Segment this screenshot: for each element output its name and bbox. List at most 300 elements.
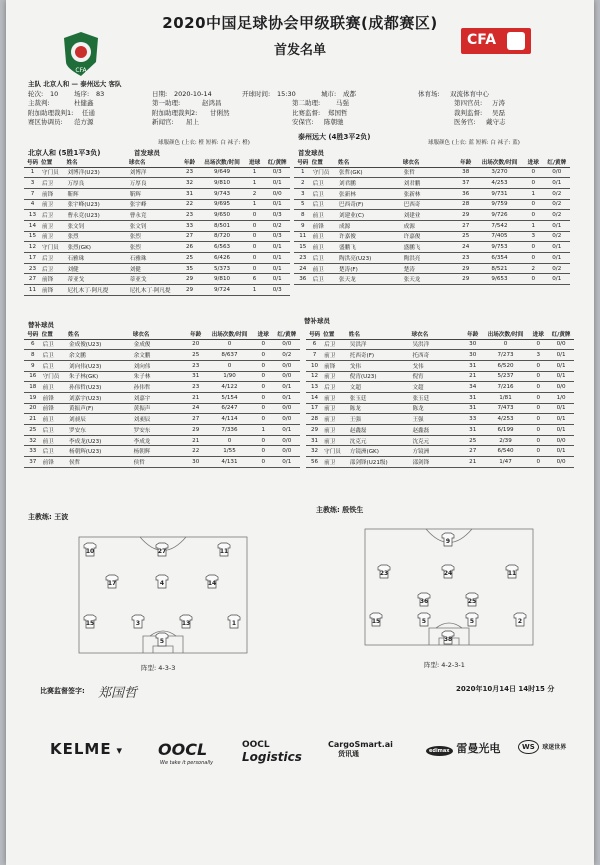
- away-coach: 主教练: 殷铁生: [316, 506, 364, 514]
- table-cell: 0/1: [544, 178, 570, 189]
- player-shirt-icon: [466, 593, 478, 606]
- table-cell: 22: [185, 446, 206, 457]
- table-row: [24, 253, 290, 264]
- table-cell: 赵鑫磊: [411, 425, 462, 436]
- table-row: [24, 446, 300, 457]
- table-row: [306, 371, 574, 382]
- table-cell: 石雅珠: [66, 253, 128, 264]
- table-cell: 前卫: [323, 392, 349, 403]
- table-cell: 前锋: [323, 360, 349, 371]
- table-header-row: [24, 158, 290, 167]
- table-cell: 杨朝辉(U23): [68, 446, 133, 457]
- shirt-number: 17: [107, 580, 117, 587]
- table-cell: 21: [463, 371, 483, 382]
- table-cell: 前卫: [312, 210, 338, 221]
- table-cell: 0/2: [544, 199, 570, 210]
- table-cell: 0/0: [548, 382, 574, 393]
- table-header-row: [24, 330, 300, 339]
- table-cell: 0/1: [264, 199, 290, 210]
- table-cell: 4/122: [206, 382, 253, 393]
- table-cell: 后卫: [41, 263, 66, 274]
- table-row: [294, 188, 570, 199]
- table-cell: 25: [180, 253, 200, 264]
- table-cell: 刘向伟(U23): [68, 360, 133, 371]
- table-cell: 刘健: [129, 263, 180, 274]
- table-cell: 李成龙(U23): [68, 435, 133, 446]
- table-row: [24, 435, 300, 446]
- table-cell: 侯哲: [133, 457, 186, 468]
- table-cell: 8/720: [199, 231, 244, 242]
- table-cell: 9/753: [476, 242, 523, 253]
- table-cell: 0: [245, 253, 265, 264]
- table-cell: 25: [24, 425, 42, 436]
- table-cell: 0/1: [548, 446, 574, 457]
- table-cell: 9/759: [476, 199, 523, 210]
- table-cell: 32: [180, 178, 200, 189]
- table-row: [294, 253, 570, 264]
- table-cell: 靳辉: [66, 188, 128, 199]
- table-cell: 前卫: [323, 414, 349, 425]
- table-cell: 盛鹏飞: [403, 242, 456, 253]
- oocl-logo: OOCL: [158, 740, 208, 759]
- table-cell: 张文钊: [66, 220, 128, 231]
- table-row: [294, 167, 570, 178]
- column-header: 位置: [42, 330, 68, 339]
- table-cell: 守门员: [42, 371, 68, 382]
- table-cell: 0/0: [548, 435, 574, 446]
- table-cell: 0: [206, 360, 253, 371]
- table-cell: 0/1: [264, 263, 290, 274]
- table-cell: 23: [185, 382, 206, 393]
- table-cell: 0: [528, 392, 548, 403]
- table-cell: 0/1: [274, 392, 300, 403]
- table-cell: 前锋: [41, 274, 66, 285]
- table-cell: 0/1: [548, 360, 574, 371]
- table-cell: 0/3: [264, 210, 290, 221]
- table-cell: 7/216: [483, 382, 529, 393]
- table-cell: 5/154: [206, 392, 253, 403]
- table-row: [24, 231, 290, 242]
- column-header: 号码: [24, 330, 42, 339]
- table-cell: 0: [528, 435, 548, 446]
- kickoff-value: 15:30: [277, 89, 296, 98]
- table-cell: 尼扎木丁·阿凡提: [129, 285, 180, 296]
- table-cell: 36: [455, 188, 476, 199]
- table-cell: 29: [180, 274, 200, 285]
- table-row: [24, 167, 290, 178]
- column-header: 红/黄牌: [544, 158, 570, 167]
- shirt-number: 23: [379, 570, 389, 577]
- table-row: [24, 425, 300, 436]
- table-cell: 7/405: [476, 231, 523, 242]
- table-cell: 0: [245, 242, 265, 253]
- player-shirt-icon: [514, 613, 526, 626]
- table-cell: 7: [306, 350, 323, 361]
- ar2-value: 马强: [336, 99, 349, 108]
- table-cell: 前卫: [312, 242, 338, 253]
- city-value: 成都: [343, 89, 356, 98]
- table-cell: 0: [245, 231, 265, 242]
- table-row: [24, 242, 290, 253]
- table-cell: 0/1: [548, 403, 574, 414]
- table-cell: 后卫: [42, 360, 68, 371]
- column-header: 出场次数/时间: [476, 158, 523, 167]
- table-cell: 9: [294, 220, 312, 231]
- table-cell: 6: [24, 339, 42, 350]
- table-cell: 0: [528, 360, 548, 371]
- shirt-number: 10: [85, 548, 95, 555]
- ws-logo: WS 球迷世界: [518, 740, 566, 754]
- player-shirt-icon: [442, 565, 454, 578]
- table-cell: 1: [245, 167, 265, 178]
- page-title: 2020中国足球协会甲级联赛(成都赛区): [162, 14, 438, 32]
- table-cell: 20: [185, 339, 206, 350]
- table-cell: 后卫: [312, 178, 338, 189]
- table-row: [306, 382, 574, 393]
- table-cell: 0/2: [544, 263, 570, 274]
- table-cell: 罗安东: [68, 425, 133, 436]
- table-cell: 27: [180, 231, 200, 242]
- column-header: 号码: [24, 158, 41, 167]
- table-cell: 0/3: [264, 167, 290, 178]
- table-row: [306, 435, 574, 446]
- column-header: 红/黄牌: [274, 330, 300, 339]
- table-cell: 戈伟: [349, 360, 412, 371]
- table-cell: 0: [253, 457, 274, 468]
- table-cell: 0: [523, 199, 544, 210]
- table-cell: 0: [523, 178, 544, 189]
- table-cell: 0/1: [544, 242, 570, 253]
- table-cell: 0/0: [548, 339, 574, 350]
- table-cell: 0/1: [274, 457, 300, 468]
- sign-datetime: 2020年10月14日 14时15 分: [456, 685, 555, 693]
- table-cell: 12: [24, 242, 41, 253]
- table-cell: 23: [180, 167, 200, 178]
- table-cell: 0/1: [544, 220, 570, 231]
- table-cell: 赵鑫磊: [349, 425, 412, 436]
- table-row: [24, 403, 300, 414]
- table-cell: 25: [185, 350, 206, 361]
- table-cell: 万厚良: [129, 178, 180, 189]
- table-cell: 1/47: [483, 457, 529, 468]
- table-cell: 0: [523, 274, 544, 285]
- table-cell: 9/650: [199, 210, 244, 221]
- table-cell: 杨朝辉: [133, 446, 186, 457]
- table-cell: 前锋: [312, 220, 338, 231]
- table-cell: 29: [455, 263, 476, 274]
- table-cell: 22: [180, 199, 200, 210]
- table-cell: 刘嘉宇(U23): [68, 392, 133, 403]
- player-shirt-icon: [206, 575, 218, 588]
- table-cell: 金成俊(U23): [68, 339, 133, 350]
- table-cell: 30: [463, 339, 483, 350]
- table-cell: 0/1: [548, 425, 574, 436]
- table-cell: 1/55: [206, 446, 253, 457]
- table-cell: 黄振声: [133, 403, 186, 414]
- home-kit-colors: 球服颜色 (上衣: 橙 短裤: 白 袜子: 橙): [158, 140, 250, 146]
- table-cell: 21: [185, 435, 206, 446]
- table-cell: 31: [180, 188, 200, 199]
- table-cell: 0: [528, 457, 548, 468]
- table-cell: 李成龙: [133, 435, 186, 446]
- table-cell: 前卫: [312, 263, 338, 274]
- table-cell: 刘健: [66, 263, 128, 274]
- table-cell: 3/270: [476, 167, 523, 178]
- table-cell: 6/520: [483, 360, 529, 371]
- table-cell: 15: [24, 231, 41, 242]
- table-cell: 1: [245, 199, 265, 210]
- table-cell: 0: [245, 210, 265, 221]
- table-cell: 张玉廷: [349, 392, 412, 403]
- table-cell: 张新林: [338, 188, 403, 199]
- table-cell: 30: [463, 350, 483, 361]
- player-shirt-icon: [218, 543, 230, 556]
- table-cell: 曹永竞(U23): [66, 210, 128, 221]
- table-cell: 0/0: [274, 446, 300, 457]
- table-cell: 张烈(GK): [66, 242, 128, 253]
- table-cell: 前卫: [323, 425, 349, 436]
- table-cell: 刘博洋(U23): [66, 167, 128, 178]
- table-cell: 0/1: [264, 178, 290, 189]
- column-header: 姓名: [68, 330, 133, 339]
- referee-value: 杜健鑫: [74, 99, 94, 108]
- table-cell: 蒂亚戈: [129, 274, 180, 285]
- table-cell: 陶洪亮: [403, 253, 456, 264]
- column-header: 球衣名: [129, 158, 180, 167]
- table-cell: 6/354: [476, 253, 523, 264]
- table-cell: 24: [455, 242, 476, 253]
- column-header: 进球: [245, 158, 265, 167]
- table-row: [24, 188, 290, 199]
- table-cell: 守门员: [323, 446, 349, 457]
- table-cell: 0: [245, 220, 265, 231]
- away-kit-colors: 球服颜色 (上衣: 蓝 短裤: 白 袜子: 蓝): [428, 140, 520, 146]
- home-starters-title: 首发球员: [134, 149, 160, 157]
- table-cell: 张烈: [129, 242, 180, 253]
- table-cell: 0/1: [548, 414, 574, 425]
- table-cell: 前锋: [42, 403, 68, 414]
- table-cell: 31: [463, 392, 483, 403]
- column-header: 姓名: [66, 158, 128, 167]
- table-cell: 16: [24, 371, 42, 382]
- column-header: 号码: [306, 330, 323, 339]
- table-cell: 陈龙: [349, 403, 412, 414]
- table-cell: 1: [24, 167, 41, 178]
- table-cell: 张天龙: [403, 274, 456, 285]
- table-cell: 18: [24, 382, 42, 393]
- table-cell: 盛鹏飞: [338, 242, 403, 253]
- table-cell: 刘向伟: [133, 360, 186, 371]
- table-cell: 0/0: [274, 403, 300, 414]
- match-no-value: 83: [96, 89, 105, 98]
- player-shirt-icon: [442, 631, 454, 644]
- player-shirt-icon: [442, 533, 454, 546]
- table-cell: 0: [528, 403, 548, 414]
- table-row: [24, 382, 300, 393]
- player-shirt-icon: [228, 615, 240, 628]
- table-cell: 0: [528, 446, 548, 457]
- table-cell: 前卫: [42, 382, 68, 393]
- table-cell: 1/81: [483, 392, 529, 403]
- shirt-number: 1: [231, 620, 237, 627]
- table-cell: 35: [180, 263, 200, 274]
- table-cell: 刘博洋: [129, 167, 180, 178]
- table-cell: 27: [463, 446, 483, 457]
- table-cell: 21: [24, 414, 42, 425]
- table-cell: 倪宵: [411, 371, 462, 382]
- table-cell: 万厚良: [66, 178, 128, 189]
- table-cell: 31: [463, 360, 483, 371]
- table-cell: 0: [245, 263, 265, 274]
- table-cell: 0/0: [274, 435, 300, 446]
- match-info: 主队 北京人和 — 泰州远大 客队 轮次: 10 场序: 83 日期: 2020-10-14 开球时间: 15:30 城市: 成都 体育场: 双流体育中心 主裁判: 杜健鑫 第一助理: 赵鸿昌 第二助理: 马强 第四官员: 万涛 附加助理裁判1: 任通 附加助理裁判2: 甘俐然 比赛监督: 郑国哲 裁判监督: 吴磊 赛区协调员: 范方源 新闻官: 屈上 安保官: 陈朝驰 医务官: 戴守志: [28, 80, 578, 128]
- table-cell: 1: [253, 425, 274, 436]
- table-row: [306, 392, 574, 403]
- table-cell: 4: [24, 199, 41, 210]
- table-cell: 0/0: [274, 360, 300, 371]
- table-cell: 方镜洲(GK): [349, 446, 412, 457]
- table-cell: 0/2: [544, 188, 570, 199]
- home-team-label: 北京人和 (5胜1平3负): [28, 149, 101, 157]
- table-cell: 张哲(GK): [338, 167, 403, 178]
- away-formation-pitch: [364, 528, 534, 646]
- table-row: [294, 231, 570, 242]
- player-shirt-icon: [418, 613, 430, 626]
- shirt-number: 4: [159, 580, 165, 587]
- table-cell: 36: [294, 274, 312, 285]
- table-cell: 4/253: [483, 414, 529, 425]
- table-cell: 0/1: [264, 242, 290, 253]
- table-cell: 11: [294, 231, 312, 242]
- home-formation: 阵型: 4-3-3: [141, 664, 176, 672]
- table-cell: 29: [455, 210, 476, 221]
- table-cell: 0: [253, 414, 274, 425]
- table-cell: 后卫: [41, 178, 66, 189]
- table-cell: 后卫: [42, 339, 68, 350]
- table-cell: 倪宵(U23): [349, 371, 412, 382]
- table-row: [24, 210, 290, 221]
- shirt-number: 14: [207, 580, 217, 587]
- table-cell: 王强: [411, 414, 462, 425]
- table-cell: 7/273: [483, 350, 529, 361]
- table-cell: 0/3: [264, 231, 290, 242]
- table-row: [306, 457, 574, 468]
- table-cell: 许嘉俊: [403, 231, 456, 242]
- security-value: 陈朝驰: [324, 118, 344, 127]
- shirt-number: 25: [467, 598, 477, 605]
- column-header: 年龄: [180, 158, 200, 167]
- table-cell: 前卫: [41, 231, 66, 242]
- player-shirt-icon: [84, 615, 96, 628]
- column-header: 位置: [41, 158, 66, 167]
- table-cell: 29: [185, 425, 206, 436]
- table-cell: 0: [253, 435, 274, 446]
- table-cell: 30: [185, 457, 206, 468]
- table-cell: 1/0: [548, 392, 574, 403]
- table-cell: 37: [455, 178, 476, 189]
- table-cell: 27: [455, 220, 476, 231]
- table-cell: 前锋: [41, 285, 66, 296]
- column-header: 出场次数/时间: [206, 330, 253, 339]
- table-cell: 托西奇(F): [349, 350, 412, 361]
- fourth-official-value: 万涛: [492, 99, 505, 108]
- table-cell: 23: [185, 360, 206, 371]
- table-cell: 后卫: [312, 253, 338, 264]
- table-cell: 4/114: [206, 414, 253, 425]
- table-row: [24, 263, 290, 274]
- table-cell: 张天龙: [338, 274, 403, 285]
- table-cell: 28: [306, 414, 323, 425]
- table-cell: 9/726: [476, 210, 523, 221]
- shirt-number: 11: [219, 548, 229, 555]
- table-cell: 守门员: [41, 242, 66, 253]
- table-cell: 后卫: [312, 274, 338, 285]
- away-starters-title: 首发球员: [298, 149, 324, 157]
- table-cell: 0: [523, 167, 544, 178]
- table-cell: 0: [528, 414, 548, 425]
- cargosmart-logo: CargoSmart.ai 货讯通: [328, 740, 393, 758]
- table-cell: 0: [253, 360, 274, 371]
- table-cell: 9/653: [476, 274, 523, 285]
- media-value: 屈上: [186, 118, 199, 127]
- table-cell: 6: [245, 274, 265, 285]
- table-row: [306, 350, 574, 361]
- table-cell: 托西奇: [411, 350, 462, 361]
- table-cell: 6/199: [483, 425, 529, 436]
- table-cell: 0: [253, 403, 274, 414]
- table-cell: 9/743: [199, 188, 244, 199]
- shirt-number: 24: [443, 570, 453, 577]
- table-row: [306, 339, 574, 350]
- table-cell: 张玉廷: [411, 392, 462, 403]
- table-cell: 29: [455, 274, 476, 285]
- table-cell: 10: [306, 360, 323, 371]
- table-cell: 7: [24, 188, 41, 199]
- table-cell: 4/253: [476, 178, 523, 189]
- column-header: 位置: [323, 330, 349, 339]
- lineup-sheet: [6, 0, 594, 865]
- table-cell: 前卫: [42, 414, 68, 425]
- table-row: [24, 360, 300, 371]
- table-cell: 27: [24, 274, 41, 285]
- table-cell: 7/542: [476, 220, 523, 231]
- shirt-number: 5: [159, 638, 165, 645]
- table-cell: 刘君鹏: [403, 178, 456, 189]
- table-cell: 孙伟哲: [133, 382, 186, 393]
- player-shirt-icon: [132, 615, 144, 628]
- table-cell: 0/1: [544, 274, 570, 285]
- table-cell: 8: [24, 350, 42, 361]
- table-cell: 后卫: [42, 350, 68, 361]
- table-cell: 14: [24, 220, 41, 231]
- table-cell: 23: [24, 263, 41, 274]
- table-cell: 石雅珠: [129, 253, 180, 264]
- table-cell: 9/724: [199, 285, 244, 296]
- table-cell: 黄振声(F): [68, 403, 133, 414]
- table-cell: 33: [180, 220, 200, 231]
- table-cell: 17: [24, 253, 41, 264]
- table-cell: 前卫: [323, 371, 349, 382]
- table-cell: 31: [185, 371, 206, 382]
- table-cell: 11: [24, 285, 41, 296]
- table-cell: 1: [294, 167, 312, 178]
- table-row: [306, 446, 574, 457]
- shirt-number: 9: [445, 538, 451, 545]
- table-cell: 6/247: [206, 403, 253, 414]
- table-cell: 巴西奇(F): [338, 199, 403, 210]
- table-cell: 5: [294, 199, 312, 210]
- table-cell: 0: [528, 371, 548, 382]
